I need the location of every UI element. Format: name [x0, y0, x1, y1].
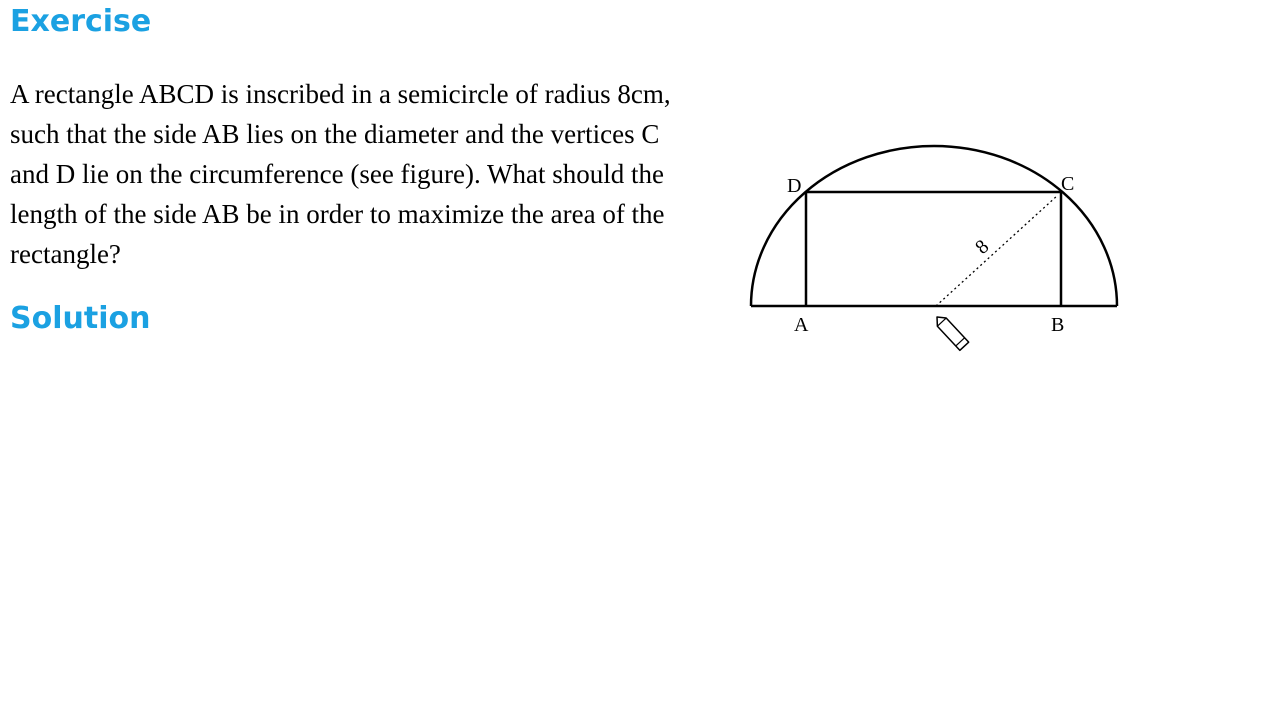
- label-b: B: [1051, 314, 1065, 336]
- radius-label: 8: [971, 235, 994, 259]
- solution-heading: Solution: [10, 301, 151, 336]
- exercise-heading: Exercise: [10, 4, 152, 39]
- semicircle-rectangle-figure: [740, 130, 1140, 370]
- label-c: C: [1061, 173, 1075, 195]
- label-d: D: [787, 175, 802, 197]
- pencil-icon: [933, 313, 969, 350]
- radius-line: [936, 195, 1058, 306]
- problem-text: A rectangle ABCD is inscribed in a semicircle of radius 8cm, such that the side AB lies on the diameter and the vertices C and D lie on the circumference (see figure). What should the length of the side AB be in order to maximize the area of the rectangle?: [10, 79, 671, 269]
- label-a: A: [794, 314, 809, 336]
